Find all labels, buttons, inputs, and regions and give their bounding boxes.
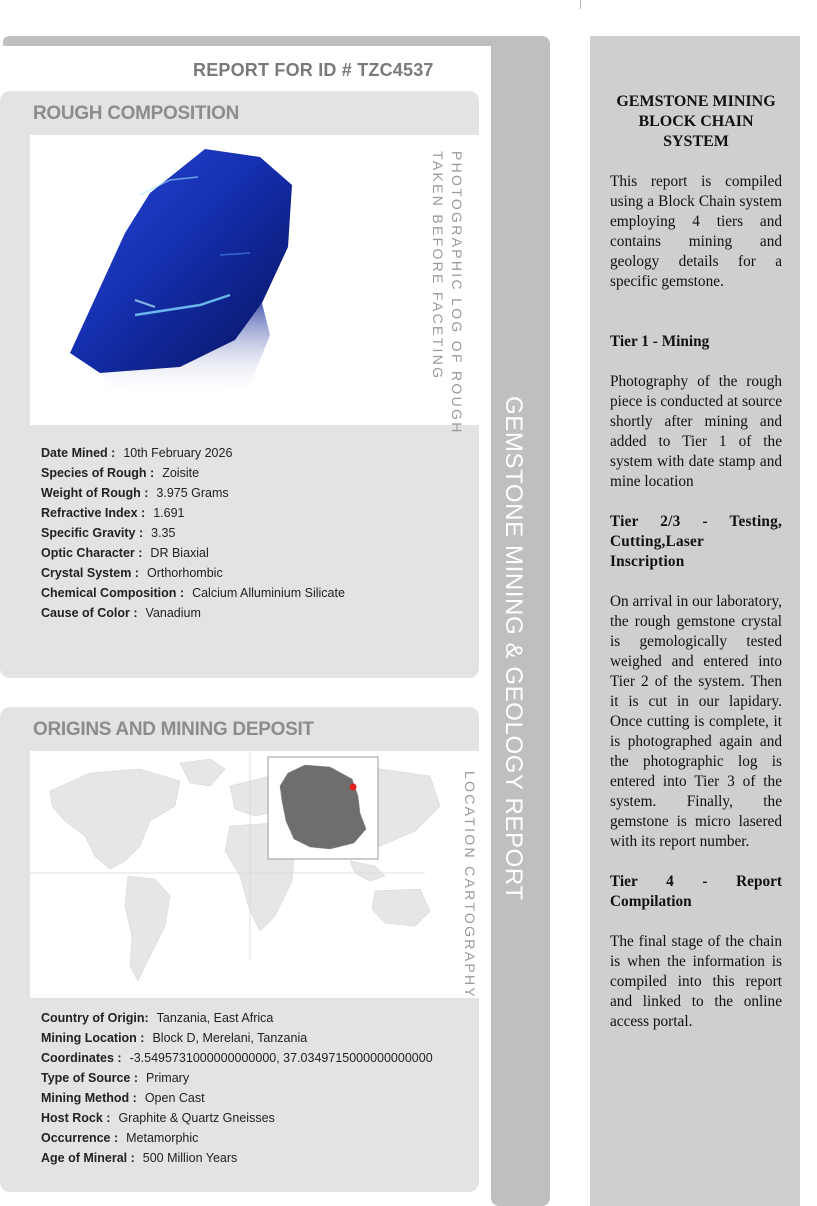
world-map-image	[30, 751, 450, 998]
rough-gemstone-image	[30, 135, 322, 425]
tier1-text: Photography of the rough piece is conducted at source shortly after mining and added to Tier 1 of the system with date stamp and mine location	[610, 373, 782, 490]
rough-composition-title: ROUGH COMPOSITION	[33, 103, 240, 124]
detail-occurrence: Occurrence : Metamorphic	[41, 1131, 199, 1145]
detail-mining-method: Mining Method : Open Cast	[41, 1091, 205, 1105]
detail-host-rock: Host Rock : Graphite & Quartz Gneisses	[41, 1111, 275, 1125]
rough-composition-panel	[0, 91, 479, 678]
detail-species: Species of Rough : Zoisite	[41, 466, 200, 480]
tier23-title: Tier 2/3 - Testing, Cutting,Laser Inscription	[610, 513, 782, 570]
detail-specific-gravity: Specific Gravity : 3.35	[41, 526, 176, 540]
detail-country: Country of Origin: Tanzania, East Africa	[41, 1011, 274, 1025]
detail-age-of-mineral: Age of Mineral : 500 Million Years	[41, 1151, 238, 1165]
origin-details-list	[41, 1008, 433, 1168]
detail-refractive-index: Refractive Index : 1.691	[41, 506, 185, 520]
location-cartography-caption: LOCATION CARTOGRAPHY	[462, 771, 478, 1000]
report-vertical-title: GEMSTONE MINING & GEOLOGY REPORT	[500, 396, 527, 901]
detail-weight: Weight of Rough : 3.975 Grams	[41, 486, 229, 500]
detail-cause-of-color: Cause of Color : Vanadium	[41, 606, 201, 620]
photo-log-caption: PHOTOGRAPHIC LOG OF ROUGH TAKEN BEFORE FACETING	[430, 151, 465, 435]
map-area	[30, 751, 479, 998]
detail-optic-character: Optic Character : DR Biaxial	[41, 546, 209, 560]
detail-source-type: Type of Source : Primary	[41, 1071, 190, 1085]
detail-chemical-composition: Chemical Composition : Calcium Alluminium Silicate	[41, 586, 345, 600]
detail-date-mined: Date Mined : 10th February 2026	[41, 446, 233, 460]
top-divider-tick	[580, 0, 581, 9]
origins-panel	[0, 707, 479, 1192]
detail-mining-location: Mining Location : Block D, Merelani, Tanzania	[41, 1031, 308, 1045]
header-bar	[3, 36, 493, 46]
tier1-title: Tier 1 - Mining	[610, 333, 710, 350]
detail-crystal-system: Crystal System : Orthorhombic	[41, 566, 223, 580]
blockchain-heading: GEMSTONE MINING BLOCK CHAIN SYSTEM	[616, 93, 776, 150]
rough-details-list	[41, 443, 345, 623]
origins-title: ORIGINS AND MINING DEPOSIT	[33, 719, 314, 740]
rough-photo-area	[30, 135, 479, 435]
detail-coordinates: Coordinates : -3.5495731000000000000, 37.0349715000000000000	[41, 1051, 433, 1065]
tier4-text: The final stage of the chain is when the information is compiled into this report and linked to the online access portal.	[610, 933, 782, 1030]
tier4-title: Tier 4 - Report Compilation	[610, 873, 782, 910]
tier23-text: On arrival in our laboratory, the rough gemstone crystal is gemologically tested weighed and entered into Tier 2 of the system. Then it is cut in our lapidary. Once cutting is complete, it is photographed again and the photographic log is entered into Tier 3 of the system. Finally, the gemstone is micro lasered with its report number.	[610, 593, 782, 850]
blockchain-info-column	[590, 36, 800, 1206]
vertical-title-bar	[491, 36, 550, 1206]
blockchain-intro: This report is compiled using a Block Chain system employing 4 tiers and contains mining and geology details for a specific gemstone.	[610, 173, 782, 290]
report-id-title: REPORT FOR ID # TZC4537	[193, 60, 434, 80]
